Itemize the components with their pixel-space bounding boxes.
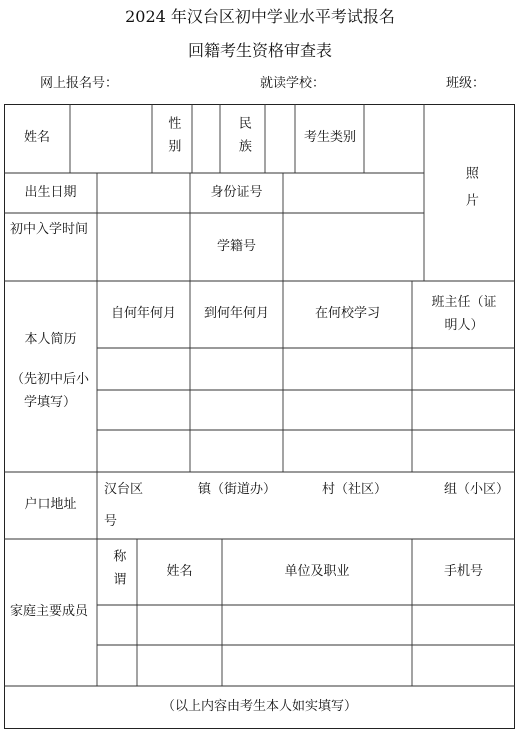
ethnicity-label: 民族	[235, 115, 251, 162]
family-row-1-phone[interactable]	[412, 605, 515, 645]
resume-note: （先初中后小学填写）	[10, 372, 89, 410]
resume-row-2-witness[interactable]	[412, 390, 515, 430]
family-row-1-employer[interactable]	[222, 605, 412, 645]
school-label: 就读学校：	[260, 76, 326, 91]
family-row-2-relation[interactable]	[97, 645, 137, 686]
id-number-input-cell[interactable]	[283, 173, 424, 213]
student-no-input-cell[interactable]	[283, 213, 424, 281]
family-row-2-phone[interactable]	[412, 645, 515, 686]
enroll-time-label: 初中入学时间	[10, 222, 89, 237]
resume-row-2-from[interactable]	[97, 390, 190, 430]
ethnicity-input-cell[interactable]	[265, 104, 295, 173]
candidate-type-label: 考生类别	[303, 130, 356, 146]
resume-to-header: 到何年何月	[203, 306, 269, 322]
resume-row-2-to[interactable]	[190, 390, 283, 430]
resume-row-3-witness[interactable]	[412, 430, 515, 472]
family-row-1-name[interactable]	[137, 605, 222, 645]
family-row-2-name[interactable]	[137, 645, 222, 686]
resume-row-3-school[interactable]	[283, 430, 412, 472]
enroll-time-input-cell[interactable]	[97, 213, 190, 281]
family-relation-header: 称谓	[110, 549, 126, 595]
household-group: 组（小区）	[444, 482, 510, 497]
class-label: 班级：	[446, 76, 486, 91]
household-town: 镇（街道办）	[198, 482, 277, 497]
resume-row-1-school[interactable]	[283, 348, 412, 390]
resume-row-1-to[interactable]	[190, 348, 283, 390]
resume-row-3-to[interactable]	[190, 430, 283, 472]
resume-school-header: 在何校学习	[314, 306, 380, 322]
family-row-2-employer[interactable]	[222, 645, 412, 686]
resume-row-1-from[interactable]	[97, 348, 190, 390]
id-number-label: 身份证号	[210, 184, 263, 200]
name-input-cell[interactable]	[70, 104, 152, 173]
photo-area: 照片	[462, 165, 478, 220]
candidate-type-input-cell[interactable]	[364, 104, 424, 173]
household-number: 号	[104, 514, 118, 529]
family-members-label: 家庭主要成员	[9, 603, 88, 619]
resume-section-label: 本人简历	[24, 331, 77, 347]
birth-date-input-cell[interactable]	[97, 173, 190, 213]
family-name-header: 姓名	[166, 563, 193, 579]
household-district: 汉台区	[104, 482, 144, 497]
gender-label: 性别	[165, 115, 181, 162]
student-no-label: 学籍号	[216, 238, 256, 254]
resume-row-2-school[interactable]	[283, 390, 412, 430]
family-row-1-relation[interactable]	[97, 605, 137, 645]
name-label: 姓名	[23, 130, 50, 146]
household-address-label: 户口地址	[24, 497, 77, 513]
form-title-line1: 2024 年汉台区初中学业水平考试报名	[125, 7, 395, 26]
resume-row-3-from[interactable]	[97, 430, 190, 472]
family-employer-header: 单位及职业	[284, 563, 350, 579]
household-village: 村（社区）	[322, 482, 388, 497]
form-title-line2: 回籍考生资格审查表	[187, 41, 332, 60]
resume-from-header: 自何年何月	[110, 306, 176, 322]
resume-row-1-witness[interactable]	[412, 348, 515, 390]
birth-date-label: 出生日期	[24, 184, 77, 200]
footer-note: （以上内容由考生本人如实填写）	[161, 699, 357, 715]
gender-input-cell[interactable]	[192, 104, 220, 173]
family-phone-header: 手机号	[443, 563, 483, 579]
reg-no-label: 网上报名号：	[40, 76, 119, 91]
resume-witness-header: 班主任（证明人）	[431, 294, 497, 333]
